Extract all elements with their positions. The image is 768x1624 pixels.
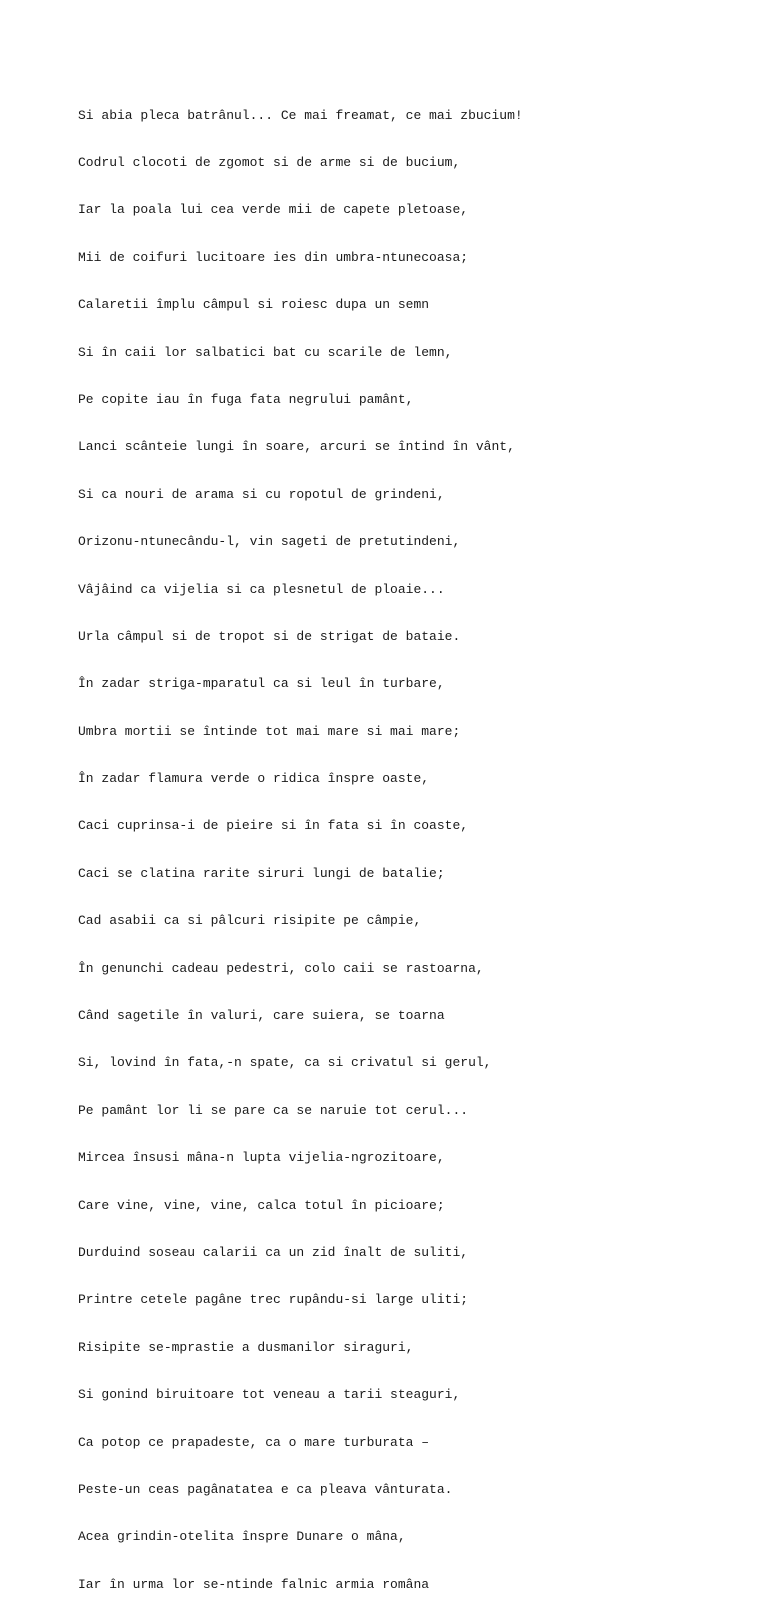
poem-line: Pe copite iau în fuga fata negrului pamânt,	[78, 391, 414, 407]
poem-line: Pe pamânt lor li se pare ca se naruie tot cerul...	[78, 1102, 469, 1118]
poem-line: Durduind soseau calarii ca un zid înalt de suliti,	[78, 1244, 469, 1260]
poem-line: Cad asabii ca si pâlcuri risipite pe câmpie,	[78, 913, 422, 929]
poem-line: Risipite se-mprastie a dusmanilor siraguri,	[78, 1339, 414, 1355]
poem-line: În zadar flamura verde o ridica înspre oaste,	[78, 771, 430, 787]
poem-line: Mii de coifuri lucitoare ies din umbra-ntunecoasa;	[78, 249, 469, 265]
poem-line: Peste-un ceas pagânatatea e ca pleava vânturata.	[78, 1481, 453, 1497]
poem-line: Si gonind biruitoare tot veneau a tarii steaguri,	[78, 1387, 461, 1403]
poem-line: Caci cuprinsa-i de pieire si în fata si în coaste,	[78, 818, 469, 834]
poem-line: Ca potop ce prapadeste, ca o mare turburata –	[78, 1434, 430, 1450]
poem-line: Si, lovind în fata,-n spate, ca si crivatul si gerul,	[78, 1055, 492, 1071]
poem-text-block	[78, 76, 523, 1624]
poem-line: Mircea însusi mâna-n lupta vijelia-ngrozitoare,	[78, 1150, 445, 1166]
poem-line: Acea grindin-otelita înspre Dunare o mâna,	[78, 1529, 406, 1545]
poem-line: Si abia pleca batrânul... Ce mai freamat, ce mai zbucium!	[78, 107, 523, 123]
poem-line: Caci se clatina rarite siruri lungi de batalie;	[78, 865, 445, 881]
poem-line: În zadar striga-mparatul ca si leul în turbare,	[78, 676, 445, 692]
poem-line: Care vine, vine, vine, calca totul în picioare;	[78, 1197, 445, 1213]
poem-line: Umbra mortii se întinde tot mai mare si mai mare;	[78, 723, 461, 739]
poem-line: Lanci scânteie lungi în soare, arcuri se întind în vânt,	[78, 439, 515, 455]
poem-line: Urla câmpul si de tropot si de strigat de bataie.	[78, 628, 461, 644]
poem-line: În genunchi cadeau pedestri, colo caii se rastoarna,	[78, 960, 484, 976]
poem-line: Calaretii împlu câmpul si roiesc dupa un semn	[78, 297, 430, 313]
poem-line: Si în caii lor salbatici bat cu scarile de lemn,	[78, 344, 453, 360]
poem-line: Printre cetele pagâne trec rupându-si large uliti;	[78, 1292, 469, 1308]
poem-line: Orizonu-ntunecându-l, vin sageti de pretutindeni,	[78, 534, 461, 550]
poem-line: Si ca nouri de arama si cu ropotul de grindeni,	[78, 486, 445, 502]
poem-line: Iar în urma lor se-ntinde falnic armia româna	[78, 1576, 430, 1592]
poem-line: Vâjâind ca vijelia si ca plesnetul de ploaie...	[78, 581, 445, 597]
poem-line: Codrul clocoti de zgomot si de arme si de bucium,	[78, 154, 461, 170]
poem-line: Iar la poala lui cea verde mii de capete pletoase,	[78, 202, 469, 218]
poem-line: Când sagetile în valuri, care suiera, se toarna	[78, 1008, 445, 1024]
